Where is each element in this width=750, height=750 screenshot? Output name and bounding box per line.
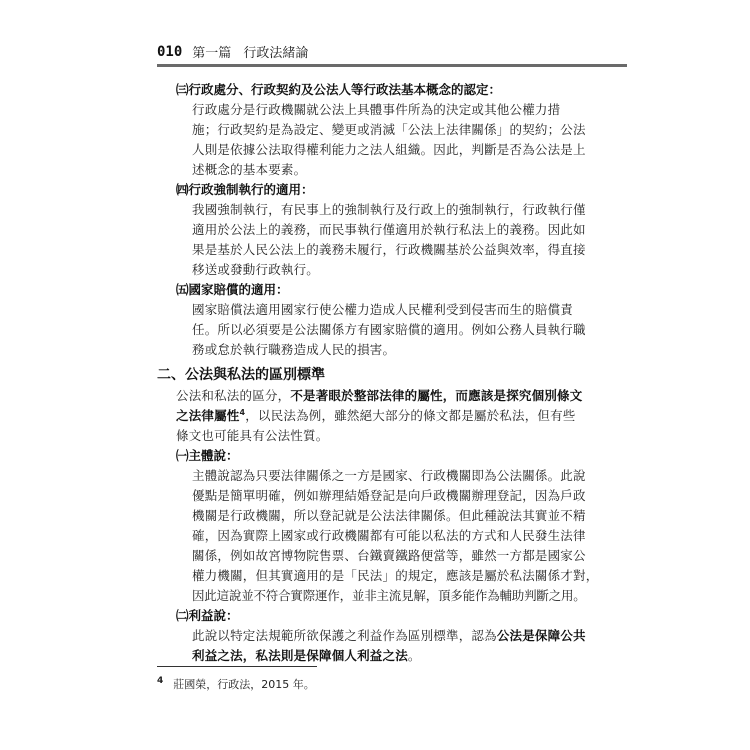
sub-2-title: 利益說： [188, 608, 239, 623]
sub-2-plain: 此說以特定法規範所欲保護之利益作為區別標準，認為 [192, 628, 497, 643]
section-2-intro-line-2 [176, 406, 576, 424]
item-4-line: 適用於公法上的義務，而民事執行僅適用於執行私法上的義務。因此如 [192, 222, 586, 237]
item-3-title: 行政處分、行政契約及公法人等行政法基本概念的認定： [188, 82, 502, 97]
item-5-line: 務或怠於執行職務造成人民的損害。 [192, 342, 396, 357]
item-4-heading [176, 180, 314, 198]
item-4-title: 行政強制執行的適用： [188, 182, 314, 197]
item-5-heading [176, 280, 289, 298]
sub-1-line: 因此這說並不符合實際運作，並非主流見解，頂多能作為輔助判斷之用。 [192, 588, 586, 603]
item-5-line: 任。所以必須要是公法關係方有國家賠償的適用。例如公務人員執行職 [192, 322, 586, 337]
sub-1-line: 確，因為實際上國家或行政機關都有可能以私法的方式和人民發生法律 [192, 528, 586, 543]
sub-1-marker: ㈠ [176, 448, 189, 463]
item-3-line: 行政處分是行政機關就公法上具體事件所為的決定或其他公權力措 [192, 102, 561, 117]
item-5-line: 國家賠償法適用國家行使公權力造成人民權利受到侵害而生的賠償責 [192, 302, 574, 317]
chapter-title: 行政法緒論 [243, 46, 309, 61]
sub-1-line: 關係，例如故宮博物院售票、台鐵賣鐵路便當等，雖然一方都是國家公 [192, 548, 586, 563]
footnote-text: 莊國榮，行政法，2015 年。 [173, 678, 315, 691]
sub-1-title: 主體說： [188, 448, 239, 463]
sub-1-heading [176, 446, 239, 464]
sub-2-bold-2: 利益之法，私法則是保障個人利益之法 [192, 648, 408, 663]
page-number: 010 [157, 43, 183, 60]
intro-bold-2: 之法律屬性 [176, 408, 240, 423]
sub-1-line: 主體說認為只要法律關係之一方是國家、行政機關即為公法關係。此說 [192, 468, 586, 483]
sub-1-line: 權力機關，但其實適用的是「民法」的規定，應該是屬於私法關係才對， [192, 568, 599, 583]
item-4-line: 果是基於人民公法上的義務未履行，行政機關基於公益與效率，得直接 [192, 242, 586, 257]
footnote-rule [157, 666, 317, 667]
intro-rest: ，以民法為例，雖然絕大部分的條文都是屬於私法，但有些 [245, 408, 576, 423]
sub-2-line-1 [192, 626, 586, 644]
item-4-line: 我國強制執行，有民事上的強制執行及行政上的強制執行，行政執行僅 [192, 202, 586, 217]
item-3-line: 人則是依據公法取得權利能力之法人組織。因此，判斷是否為公法是上 [192, 142, 586, 157]
intro-plain: 公法和私法的區分， [176, 388, 291, 403]
item-4-marker: ㈣ [176, 182, 189, 197]
item-4-line: 移送或發動行政執行。 [192, 262, 320, 277]
intro-bold: 不是著眼於整部法律的屬性，而應該是探究個別條文 [290, 388, 583, 403]
section-2-intro-line-3: 條文也可能具有公法性質。 [176, 428, 329, 443]
sub-2-marker: ㈡ [176, 608, 189, 623]
sub-2-bold: 公法是保障公共 [496, 628, 586, 643]
item-5-marker: ㈤ [176, 282, 189, 297]
footnote [157, 676, 315, 692]
sub-1-line: 機關是行政機關，所以登記就是公法法律關係。但此種說法其實並不精 [192, 508, 586, 523]
item-3-heading [176, 80, 501, 98]
section-2-intro-line-1 [176, 386, 582, 404]
footnote-reference[interactable]: 4 [239, 407, 246, 417]
sub-2-heading [176, 606, 239, 624]
part-label: 第一篇 [192, 46, 232, 61]
running-header [157, 42, 308, 61]
sub-1-line: 優點是簡單明確，例如辦理結婚登記是向戶政機關辦理登記，因為戶政 [192, 488, 586, 503]
footnote-number: 4 [157, 676, 164, 687]
sub-2-end: 。 [407, 648, 421, 663]
item-3-line: 述概念的基本要素。 [192, 162, 307, 177]
sub-2-line-2 [192, 646, 421, 664]
header-rule [157, 64, 627, 67]
section-2-title: 二、公法與私法的區別標準 [157, 367, 325, 383]
item-5-title: 國家賠償的適用： [188, 282, 289, 297]
item-3-marker: ㈢ [176, 82, 189, 97]
item-3-line: 施；行政契約是為設定、變更或消滅「公法上法律關係」的契約；公法 [192, 122, 586, 137]
